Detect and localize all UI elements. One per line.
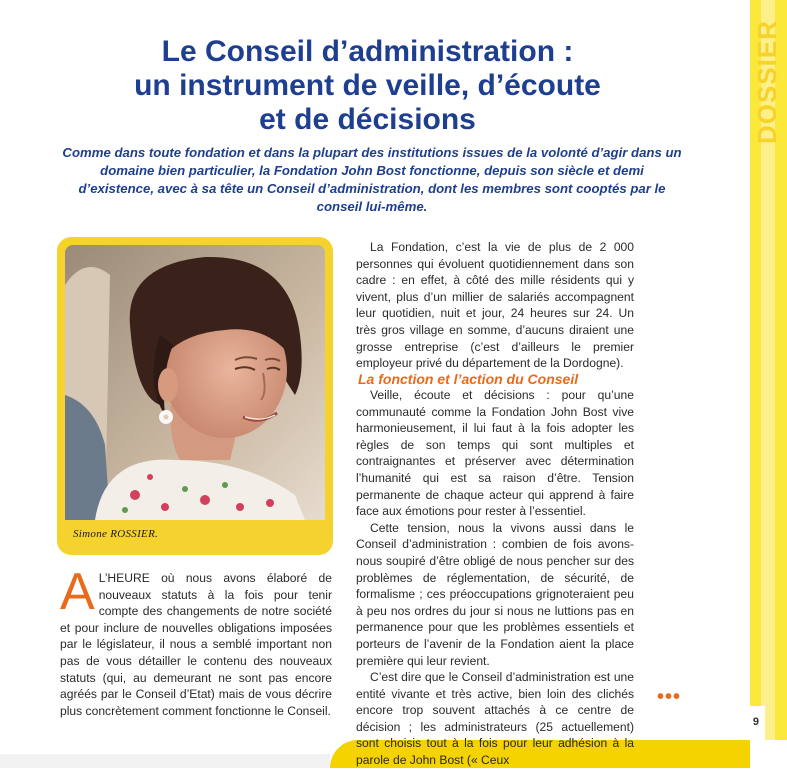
continuation-mark: ••• [657,686,682,708]
left-column-body [60,563,332,719]
article-intro: Comme dans toute fondation et dans la plupart des institutions issues de la volonté d’agir dans un domaine bien particulier, la Fondation John Bost fonctionne, depuis son siècle et demi d’existence, avec à sa tête un Conseil d’administration, dont les membres sont cooptés par le conseil lui-même. [62,145,682,214]
earring-icon [159,410,173,424]
portrait-illustration [65,245,325,520]
section-subheading: La fonction et l’action du Conseil [358,371,579,387]
right-column-body [356,387,634,769]
paragraph-2: Veille, écoute et décisions : pour qu’une communauté comme la Fondation John Bost vive harmonieusement, il lui faut à la fois adopter les règles de son temps qui sont multiples et contraignantes et préserver avec détermination l’humanité qui est sa raison d’être. Tension permanente de chaque acteur qui apprend à faire face aux émotions pour rester à l’essentiel. [356,388,634,519]
paragraph-4: C’est dire que le Conseil d’administration est une entité vivante et très active, bien loin des clichés encore trop souvent attachés à ce centre de décision ; les administrateurs (25 actuellement) sont choisis tout à la fois pour leur adhésion à la parole de John Bost (« Ceux [356,670,634,768]
page-number: 9 [752,716,759,728]
left-column-text: L’HEURE où nous avons élaboré de nouveaux statuts à la fois pour tenir compte des changements de notre société et pour inclure de nouvelles obligations imposées par le législateur, il nous a semblé important non pas de vous détailler le contenu des nouveaux statuts (qui, au demeurant ne sont pas encore agréés par le Conseil d’Etat) mais de vous décrire plus concrètement comment fonctionne le Conseil. [60,571,332,718]
drop-cap: A [60,563,95,621]
article-title [60,35,675,137]
section-label: DOSSIER [752,20,782,145]
photo-caption: Simone ROSSIER. [73,528,159,540]
paragraph-1: La Fondation, c’est la vie de plus de 2 000 personnes qui évoluent quotidiennement dans son cadre : en effet, à côté des mille résidents qui y vivent, plus d’un millier de salariés accompagnent leur quotidien, nuit et jour, 24 heures sur 24. Un très gros village en somme, d’aucuns diraient une grosse entreprise (c’est d’ailleurs le premier employeur privé du département de la Dordogne). [356,240,634,371]
title-line-2: un instrument de veille, d’écoute [134,69,601,102]
title-line-3: et de décisions [259,103,476,136]
page-number-tab [735,706,765,740]
bottom-shade [0,754,330,768]
right-column-intro [356,239,634,372]
portrait-photo [65,245,325,520]
title-line-1: Le Conseil d’administration : [161,35,574,68]
photo-frame [57,237,333,555]
paragraph-3: Cette tension, nous la vivons aussi dans le Conseil d’administration : combien de fois avons-nous soupiré d’être obligé de nous pencher sur des problèmes de réglementation, de sécurité, de formalisme ; ces préoccupations grignoteraient peu à peu nos ordres du jour si nous ne luttions pas en permanence pour que les problèmes essentiels et porteurs de l’avenir de la Fondation aient la place première qui leur revient. [356,520,634,668]
